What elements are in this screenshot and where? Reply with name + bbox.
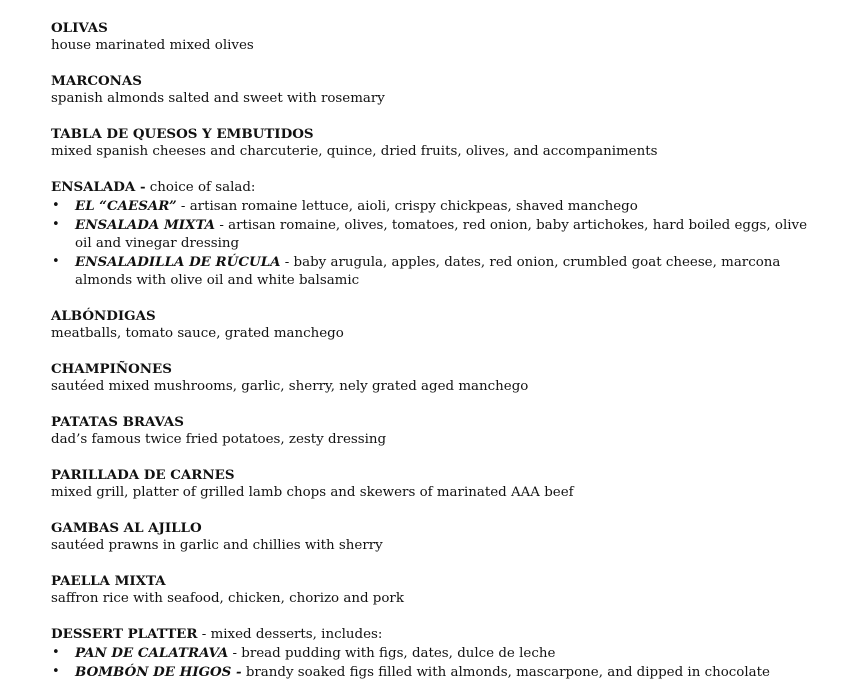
menu-item-name: ENSALADA - [51,179,146,195]
bullet-icon: • [52,198,60,213]
menu-item-name: PARILLADA DE CARNES [51,467,235,483]
salad-option-name: ENSALADA MIXTA [75,217,216,233]
salad-option-name: EL “CAESAR” [75,198,177,214]
dessert-option-name: BOMBÓN DE HIGOS - [75,664,242,680]
menu-item-marconas [51,72,811,108]
salad-option [51,253,811,290]
dessert-option-description: - bread pudding with figs, dates, dulce de leche [228,646,556,661]
menu-item-description: house marinated mixed olives [51,38,254,53]
salad-option-name: ENSALADILLA DE RÚCULA [75,254,281,270]
menu-item-paella [51,572,811,608]
salad-option [51,216,811,253]
dessert-option-description: brandy soaked figs filled with almonds, mascarpone, and dipped in chocolate [241,665,770,680]
menu-document [51,19,811,699]
menu-item-name: CHAMPIÑONES [51,361,172,377]
menu-item-description: mixed grill, platter of grilled lamb chops and skewers of marinated AAA beef [51,485,574,500]
bullet-icon: • [52,254,60,269]
menu-item-name: DESSERT PLATTER [51,626,198,642]
menu-item-description: saffron rice with seafood, chicken, chorizo and pork [51,591,404,606]
menu-item-name: PAELLA MIXTA [51,573,166,589]
menu-item-ensalada [51,178,811,290]
menu-item-name: ALBÓNDIGAS [51,308,156,324]
menu-item-parillada [51,466,811,502]
menu-item-tabla [51,125,811,161]
menu-item-dessert [51,625,811,682]
menu-item-name: OLIVAS [51,20,108,36]
menu-item-description: sautéed mixed mushrooms, garlic, sherry, nely grated aged manchego [51,379,529,394]
dessert-option [51,663,811,682]
menu-item-name: PATATAS BRAVAS [51,414,184,430]
salad-option [51,197,811,216]
dessert-options-list [51,644,811,682]
menu-item-name: GAMBAS AL AJILLO [51,520,202,536]
menu-item-intro: choice of salad: [145,180,256,195]
salad-options-list [51,197,811,290]
menu-item-patatas-bravas [51,413,811,449]
bullet-icon: • [52,217,60,232]
menu-item-olivas [51,19,811,55]
bullet-icon: • [52,645,60,660]
menu-item-description: spanish almonds salted and sweet with rosemary [51,91,385,106]
salad-option-description: - baby arugula, apples, dates, red onion, crumbled goat cheese, marcona almonds with olive oil and white balsamic [75,255,781,288]
dessert-option [51,644,811,663]
menu-item-description: meatballs, tomato sauce, grated manchego [51,326,344,341]
menu-item-intro: - mixed desserts, includes: [197,627,383,642]
menu-item-name: TABLA DE QUESOS Y EMBUTIDOS [51,126,314,142]
salad-option-description: - artisan romaine, olives, tomatoes, red onion, baby artichokes, hard boiled eggs, olive oil and vinegar dressing [75,218,808,251]
menu-item-albondigas [51,307,811,343]
menu-item-name: MARCONAS [51,73,142,89]
menu-item-description: sautéed prawns in garlic and chillies with sherry [51,538,383,553]
menu-item-description: mixed spanish cheeses and charcuterie, quince, dried fruits, olives, and accompaniments [51,144,658,159]
ensalada-heading [51,178,811,197]
bullet-icon: • [52,664,60,679]
menu-item-gambas [51,519,811,555]
salad-option-description: - artisan romaine lettuce, aioli, crispy chickpeas, shaved manchego [176,199,638,214]
menu-item-description: dad’s famous twice fried potatoes, zesty dressing [51,432,387,447]
dessert-option-name: PAN DE CALATRAVA [75,645,229,661]
menu-item-champinones [51,360,811,396]
dessert-heading [51,625,811,644]
